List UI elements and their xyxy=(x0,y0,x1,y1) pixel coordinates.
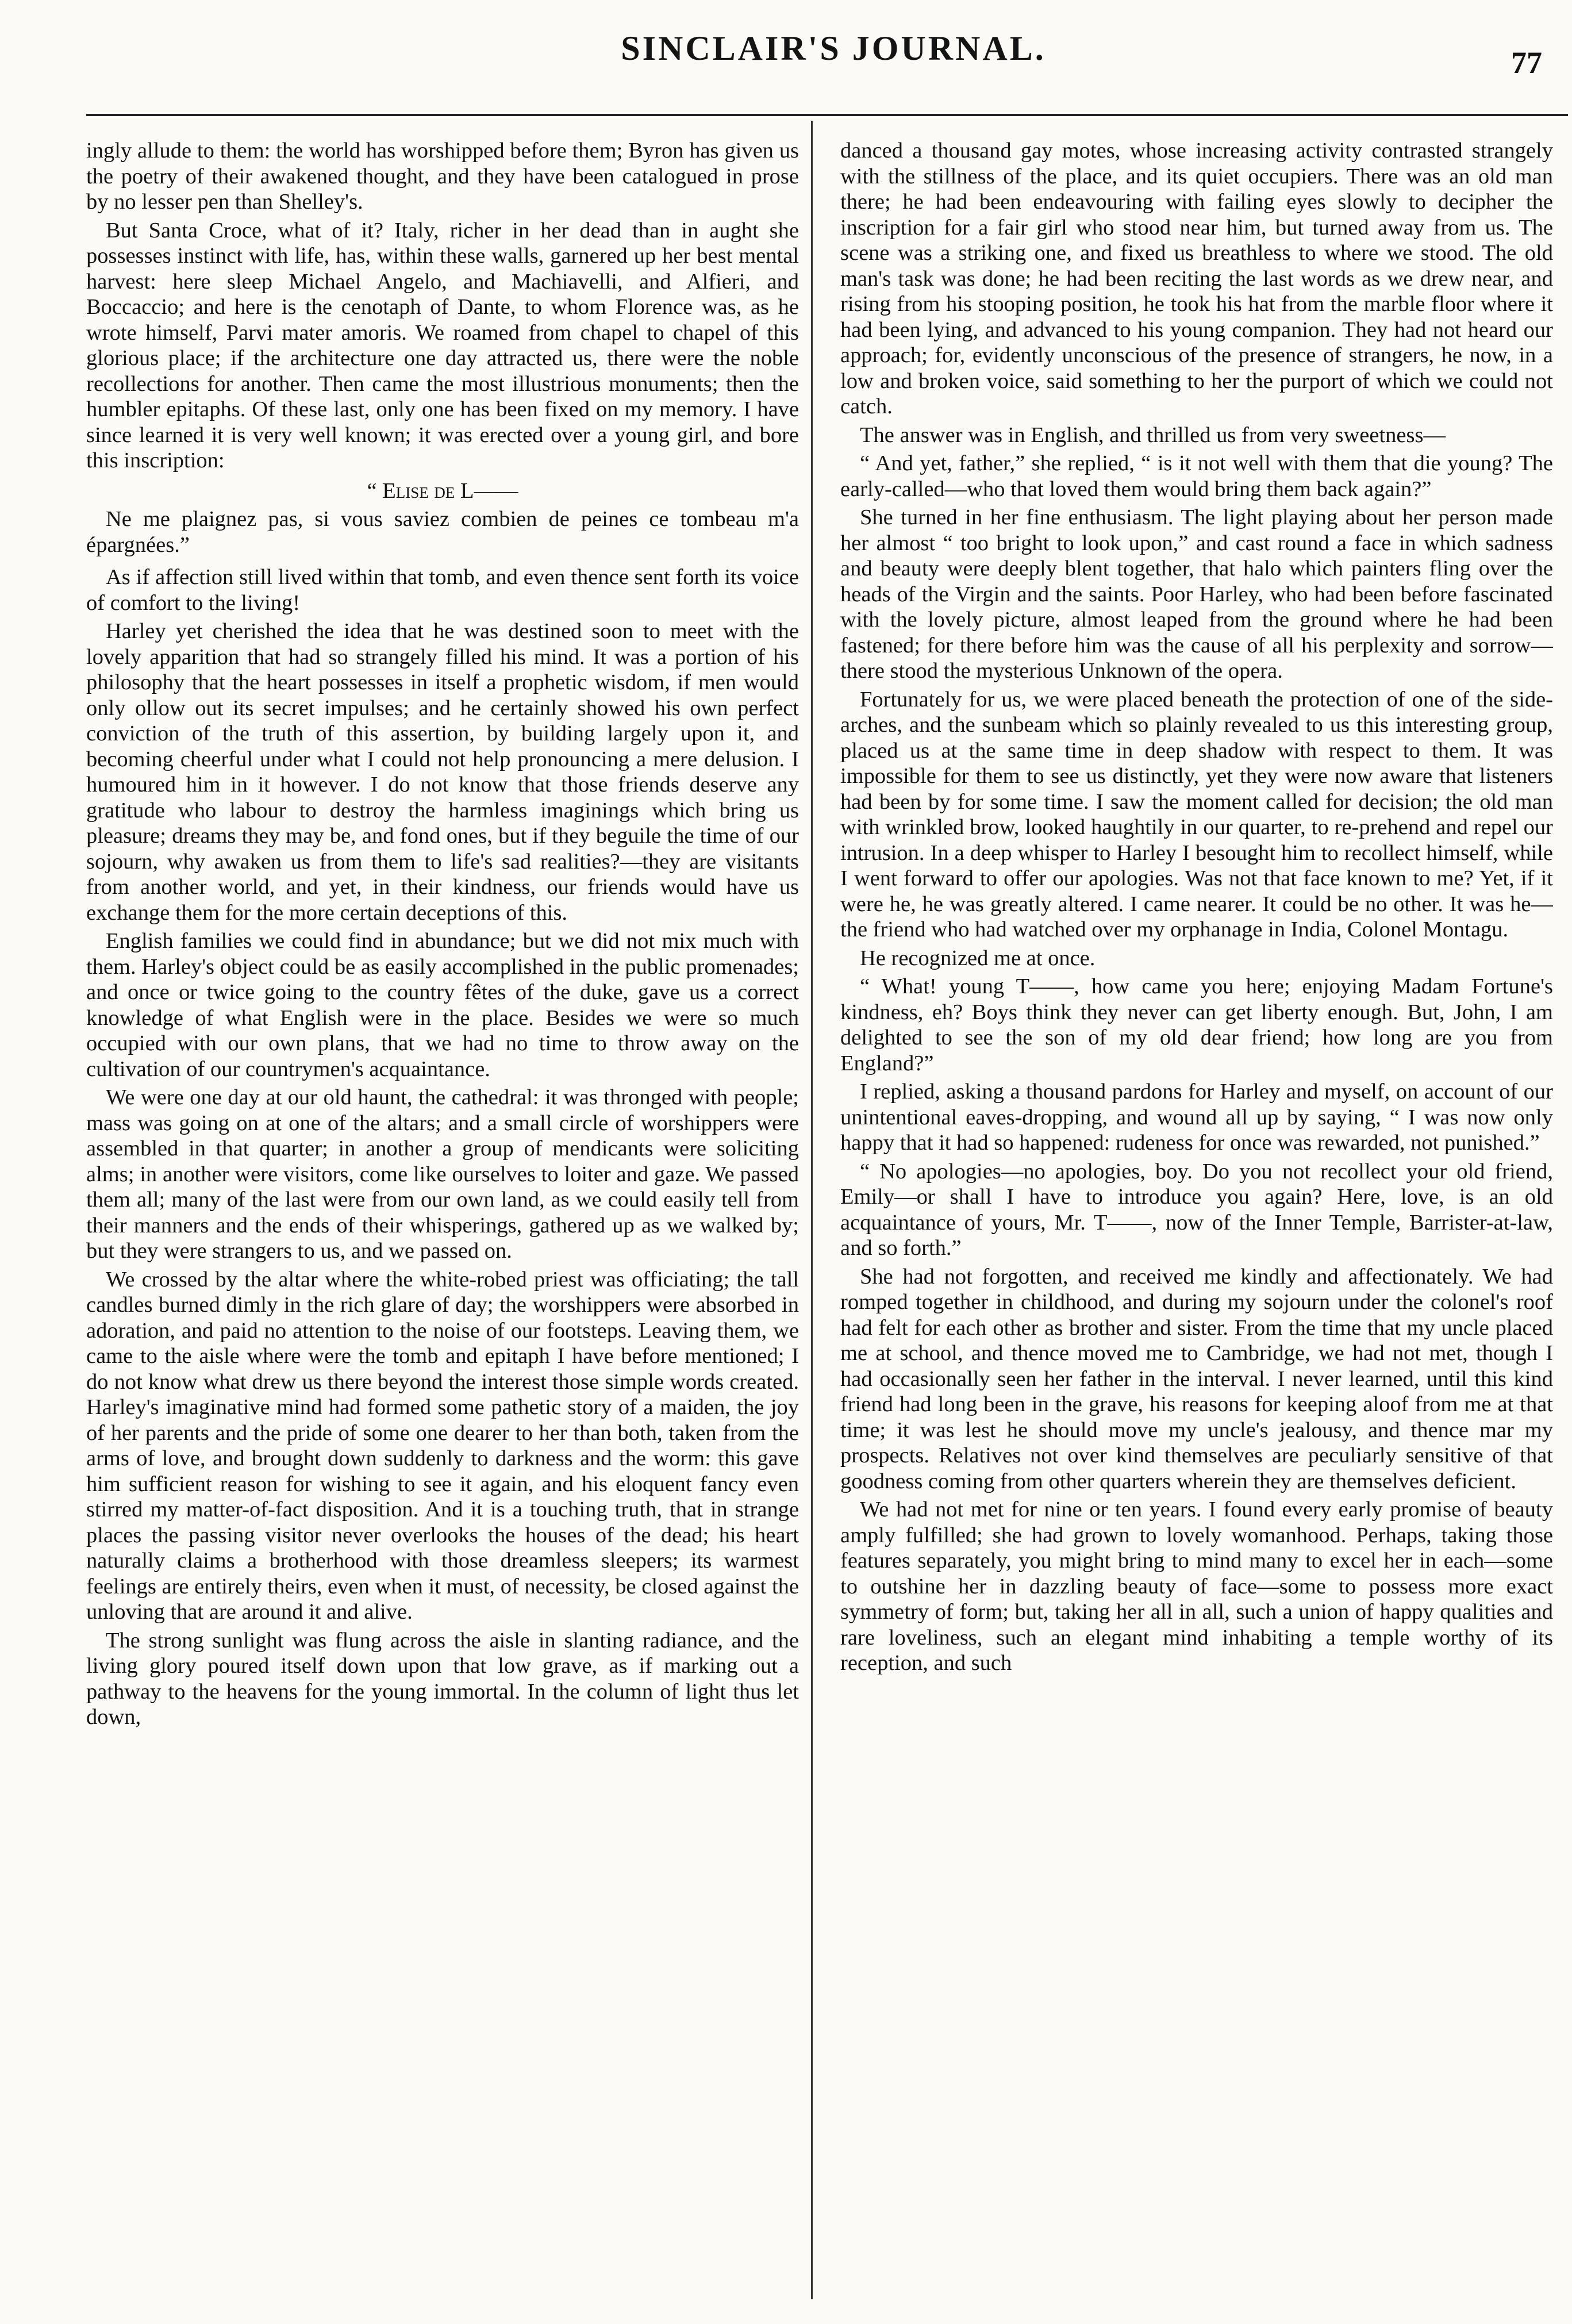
paragraph: danced a thousand gay motes, whose increasing activity contrasted strangely with the stillness of the place, and its quiet occupiers. There was an old man there; he had been endeavouring with failing eyes slowly to decipher the inscription for a fair girl who stood near him, but turned away from us. The scene was a striking one, and fixed us breathless to where we stood. The old man's task was done; he had been reciting the last words as we drew near, and rising from his stooping position, he took his hat from the marble floor where it had been lying, and advanced to his young companion. They had not heard our approach; for, evidently unconscious of the presence of strangers, he now, in a low and broken voice, said something to her the purport of which we could not catch. xyxy=(840,139,1553,418)
paragraph: The strong sunlight was flung across the aisle in slanting radiance, and the living glory poured itself down upon that low grave, as if marking out a pathway to the heavens for the young immortal. In the column of light thus let down, xyxy=(86,1628,799,1729)
right-column xyxy=(840,138,1553,2311)
paragraph: Fortunately for us, we were placed beneath the protection of one of the side-arches, and the sunbeam which so plainly revealed to us this interesting group, placed us at the same time in deep shadow with respect to them. It was impossible for them to see us distinctly, yet they were now aware that listeners had been by for some time. I saw the moment called for decision; the old man with wrinkled brow, looked haughtily in our quarter, to re-prehend and repel our intrusion. In a deep whisper to Harley I besought him to recollect himself, while I went forward to offer our apologies. Was not that face known to me? Yet, if it were he, he was greatly altered. I came nearer. It could be no other. It was he—the friend who had watched over my orphanage in India, Colonel Montagu. xyxy=(840,687,1553,942)
paragraph: But Santa Croce, what of it? Italy, richer in her dead than in aught she possesses instinct with life, has, within these walls, garnered up her best mental harvest: here sleep Michael Angelo, and Machiavelli, and Alfieri, and Boccaccio; and here is the cenotaph of Dante, to whom Florence was, as he wrote himself, Parvi mater amoris. We roamed from chapel to chapel of this glorious place; if the architecture one day attracted us, there were the noble recollections for another. Then came the most illustrious monuments; then the humbler epitaphs. Of these last, only one has been fixed on my memory. I have since learned it is very well known; it was erected over a young girl, and bore this inscription: xyxy=(86,218,799,473)
page-number: 77 xyxy=(1511,45,1542,80)
paragraph: English families we could find in abundance; but we did not mix much with them. Harley's object could be as easily accomplished in the public promenades; and once or twice going to the country fêtes of the duke, gave us a correct knowledge of what English were in the place. Besides we were so much occupied with our own plans, that we had no time to throw away on the cultivation of our countrymen's acquaintance. xyxy=(86,929,799,1081)
paragraph: Harley yet cherished the idea that he was destined soon to meet with the lovely apparition that had so strangely filled his mind. It was a portion of his philosophy that the heart possesses in itself a prophetic wisdom, if men would only ollow out its secret impulses; and he certainly showed his own perfect conviction of the truth of this assertion, by building largely upon it, and becoming cheerful under what I could not help pronouncing a mere delusion. I humoured him in it however. I do not know that those friends deserve any gratitude who labour to destroy the harmless imaginings which bring us pleasure; dreams they may be, and fond ones, but if they beguile the time of our sojourn, why awaken us from them to life's sad realities?—they are visitants from another world, and yet, in their kindness, our friends would have us exchange them for the more certain deceptions of this. xyxy=(86,619,799,925)
epitaph-heading: “ Elise de L—— xyxy=(367,478,518,503)
epitaph-inscription: Ne me plaignez pas, si vous saviez combien de peines ce tombeau m'a épargnées.” xyxy=(86,507,799,557)
paragraph: “ What! young T——, how came you here; enjoying Madam Fortune's kindness, eh? Boys think they never can get liberty enough. But, John, I am delighted to see the son of my old dear friend; how long are you from England?” xyxy=(840,974,1553,1075)
paragraph: “ No apologies—no apologies, boy. Do you not recollect your old friend, Emily—or shall I have to introduce you again? Here, love, is an old acquaintance of yours, Mr. T——, now of the Inner Temple, Barrister-at-law, and so forth.” xyxy=(840,1159,1553,1260)
column-divider xyxy=(811,121,813,2299)
page-header xyxy=(0,0,1572,109)
header-rule xyxy=(86,114,1568,116)
paragraph: We were one day at our old haunt, the cathedral: it was thronged with people; mass was going on at one of the altars; and a small circle of worshippers were assembled in that quarter; in another a group of mendicants were soliciting alms; in another were visitors, come like ourselves to loiter and gaze. We passed them all; many of the last were from our own land, as we could easily tell from their manners and the ends of their whisperings, gathered up as we walked by; but they were strangers to us, and we passed on. xyxy=(86,1085,799,1263)
paragraph: She turned in her fine enthusiasm. The light playing about her person made her almost “ too bright to look upon,” and cast round a face in which sadness and beauty were deeply blent together, that halo which painters fling over the heads of the Virgin and the saints. Poor Harley, who had been before fascinated with the lovely picture, almost leaped from the ground where he had been fastened; for there before him was the cause of all his perplexity and sorrow—there stood the mysterious Unknown of the opera. xyxy=(840,505,1553,683)
paragraph: I replied, asking a thousand pardons for Harley and myself, on account of our unintentional eaves-dropping, and wound all up by saying, “ I was now only happy that it had so happened: rudeness for once was rewarded, not punished.” xyxy=(840,1080,1553,1155)
journal-title: SINCLAIR'S JOURNAL. xyxy=(621,29,1046,67)
left-column xyxy=(86,138,799,2311)
paragraph: “ And yet, father,” she replied, “ is it not well with them that die young? The early-called—who that loved them would bring them back again?” xyxy=(840,451,1553,501)
paragraph: She had not forgotten, and received me kindly and affectionately. We had romped together in childhood, and during my sojourn under the colonel's roof had felt for each other as brother and sister. From the time that my uncle placed me at school, and thence moved me to Cambridge, we had not met, though I had occasionally seen her father in the interval. I never learned, until this kind friend had long been in the grave, his reasons for keeping aloof from me at that time; it was lest he should move my uncle's jealousy, and thence mar my prospects. Relatives not over kind themselves are peculiarly sensitive of that goodness coming from other quarters wherein they are themselves deficient. xyxy=(840,1264,1553,1493)
paragraph: We crossed by the altar where the white-robed priest was officiating; the tall candles burned dimly in the rich glare of day; the worshippers were absorbed in adoration, and paid no attention to the noise of our footsteps. Leaving them, we came to the aisle where were the tomb and epitaph I have before mentioned; I do not know what drew us there beyond the interest those simple words created. Harley's imaginative mind had formed some pathetic story of a maiden, the joy of her parents and the pride of some one dearer to her than both, taken from the arms of love, and brought down suddenly to darkness and the worm: this gave him sufficient reason for wishing to see it again, and his eloquent fancy even stirred my matter-of-fact disposition. And it is a touching truth, that in strange places the passing visitor never overlooks the houses of the dead; his heart naturally claims a brotherhood with those dreamless sleepers; its warmest feelings are entirely theirs, even when it must, of necessity, be closed against the unloving that are around it and alive. xyxy=(86,1267,799,1624)
paragraph: ingly allude to them: the world has worshipped before them; Byron has given us the poetry of their awakened thought, and they have been catalogued in prose by no lesser pen than Shelley's. xyxy=(86,139,799,214)
paragraph: As if affection still lived within that tomb, and even thence sent forth its voice of comfort to the living! xyxy=(86,565,799,615)
paragraph: He recognized me at once. xyxy=(860,946,1096,970)
paragraph: The answer was in English, and thrilled us from very sweetness— xyxy=(860,422,1446,447)
paragraph: We had not met for nine or ten years. I found every early promise of beauty amply fulfilled; she had grown to lovely womanhood. Perhaps, taking those features separately, you might bring to mind many to excel her in each—some to outshine her in dazzling beauty of face—some to possess more exact symmetry of form; but, taking her all in all, such a union of happy qualities and rare loveliness, such an elegant mind inhabiting a temple worthy of its reception, and such xyxy=(840,1497,1553,1675)
